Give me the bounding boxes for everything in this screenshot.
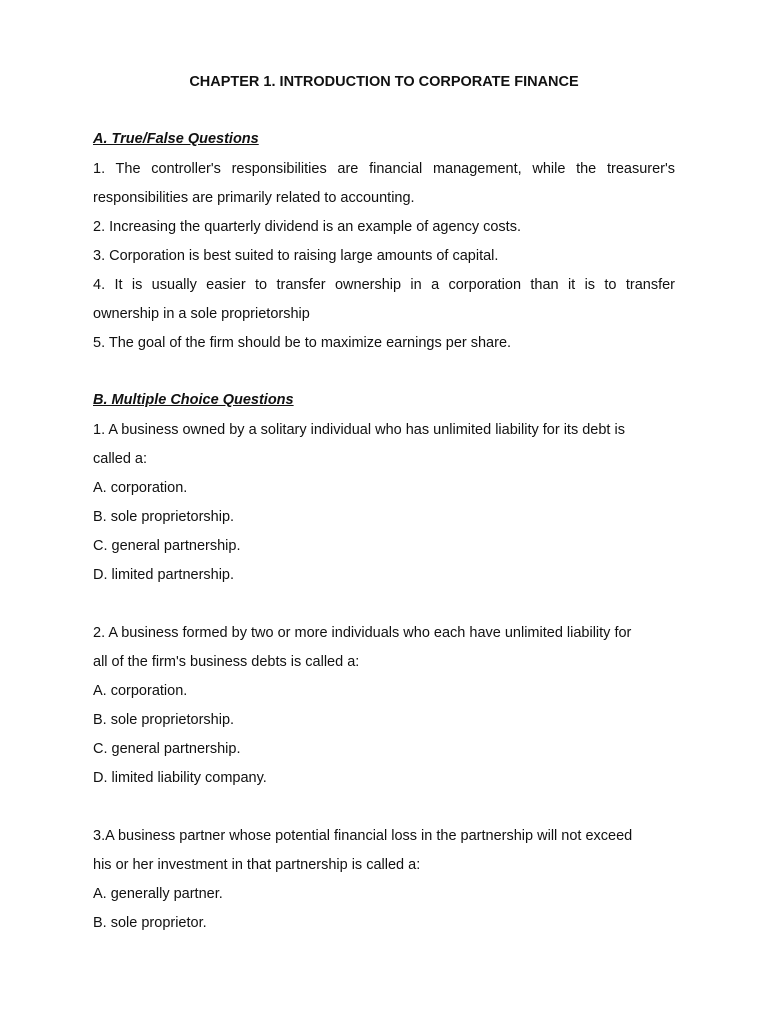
mc-question-2-option-a: A. corporation.: [93, 683, 188, 699]
tf-question-4-line-2: ownership in a sole proprietorship: [93, 306, 310, 322]
mc-question-2-option-b: B. sole proprietorship.: [93, 712, 235, 728]
mc-question-3-line-1: 3.A business partner whose potential financial loss in the partnership will not exceed: [93, 828, 633, 844]
mc-question-1-option-c: C. general partnership.: [93, 538, 241, 554]
mc-question-2-line-1: 2. A business formed by two or more individuals who each have unlimited liability for: [93, 625, 632, 641]
mc-question-2-option-d: D. limited liability company.: [93, 770, 267, 786]
tf-question-5: 5. The goal of the firm should be to maximize earnings per share.: [93, 335, 512, 351]
mc-question-2-line-2: all of the firm's business debts is called a:: [93, 654, 360, 670]
mc-question-1-option-b: B. sole proprietorship.: [93, 509, 235, 525]
section-a-heading: A. True/False Questions: [93, 131, 259, 147]
tf-question-1-line-1: 1. The controller's responsibilities are financial management, while the treasurer's: [93, 161, 675, 177]
tf-question-3: 3. Corporation is best suited to raising large amounts of capital.: [93, 248, 499, 264]
section-b-heading: B. Multiple Choice Questions: [93, 392, 294, 408]
mc-question-3-option-b: B. sole proprietor.: [93, 915, 207, 931]
chapter-title: CHAPTER 1. INTRODUCTION TO CORPORATE FINANCE: [189, 74, 579, 90]
tf-question-2: 2. Increasing the quarterly dividend is an example of agency costs.: [93, 219, 521, 235]
tf-question-1-line-2: responsibilities are primarily related to accounting.: [93, 190, 415, 206]
mc-question-3-line-2: his or her investment in that partnership is called a:: [93, 857, 421, 873]
tf-question-4-line-1: 4. It is usually easier to transfer ownership in a corporation than it is to transfer: [93, 277, 675, 293]
mc-question-1-option-d: D. limited partnership.: [93, 567, 235, 583]
mc-question-3-option-a: A. generally partner.: [93, 886, 223, 902]
mc-question-1-line-1: 1. A business owned by a solitary individual who has unlimited liability for its debt is: [93, 422, 625, 438]
mc-question-2-option-c: C. general partnership.: [93, 741, 241, 757]
mc-question-1-option-a: A. corporation.: [93, 480, 188, 496]
mc-question-1-line-2: called a:: [93, 451, 148, 467]
